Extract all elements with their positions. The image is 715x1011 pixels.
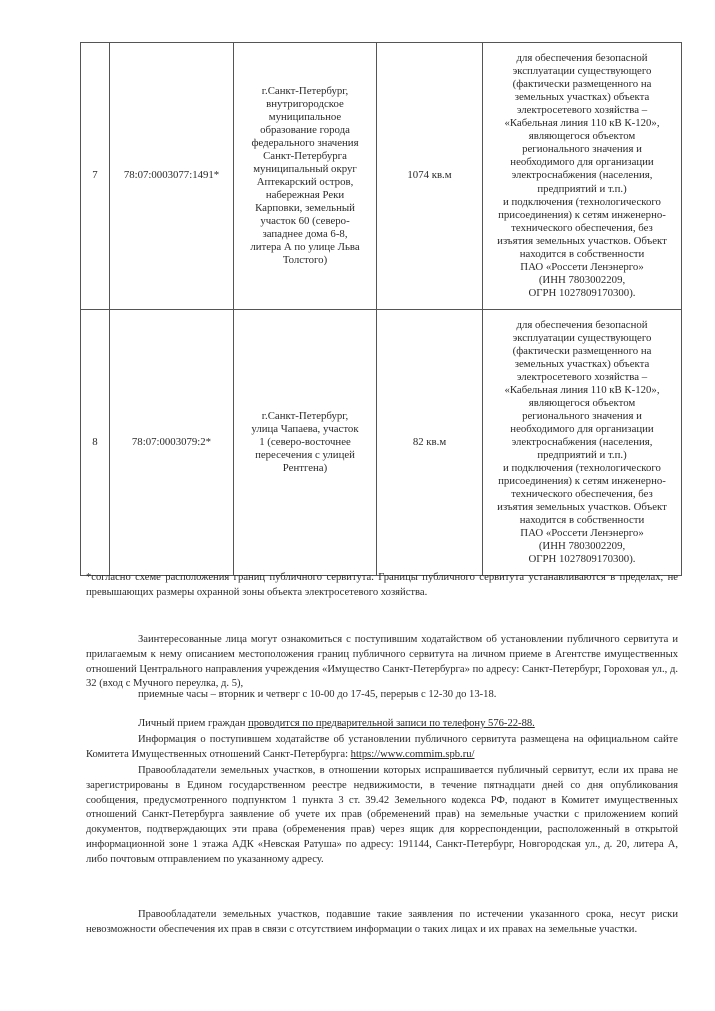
paragraph-late-applications: Правообладатели земельных участков, подавшие такие заявления по истечении указанного срока, несут риски невозможности обеспечения их прав в связи с отсутствием информации о таких лицах и их правах на земельные участки. [86, 909, 678, 935]
appointment-phone-text: проводится по предварительной записи по телефону 576-22-88. [248, 718, 535, 729]
cadastral-number: 78:07:0003079:2* [110, 310, 234, 576]
paragraph-rights-holders: Правообладатели земельных участков, в отношении которых испрашивается публичный сервитут, если их права не зарегистрированы в Едином государственном реестре недвижимости, в течение пятнадцати дней со дня опубликования сообщения, предусмотренного подпунктом 1 пункта 3 ст. 39.42 Земельного кодекса РФ, подают в Комитет имущественных отношений Санкт-Петербурга заявление об учете их прав (обременений прав) на земельные участки с приложением копий документов, подтверждающих эти права (обременения прав) через ящик для корреспонденции, расположенный в открытой информационной зоне 1 этажа АДК «Невская Ратуша» по адресу: 191144, Санкт-Петербург, Новгородская ул., д. 20, литера А, либо почтовым отправлением по указанному адресу. [86, 765, 678, 865]
footnote: *согласно схеме расположения границ публичного сервитута. Границы публичного сервитута устанавливаются в пределах, не превышающих размеры охранной зоны объекта электросетевого хозяйства. [86, 572, 678, 598]
servitude-purpose: для обеспечения безопасной эксплуатации существующего (фактически размещенного на земельных участках) объекта электросетевого хозяйства – «Кабельная линия 110 кВ К-120», являющегося объектом регионального значения и необходимого для организации электроснабжения (населения, предприятий и т.п.) и подключения (технологического присоединения) к сетям инженерно- технического обеспечения, без изъятия земельных участков. Объект находится в собственности ПАО «Россети Ленэнерго» (ИНН 7803002209, ОГРН 1027809170300). [483, 310, 682, 576]
land-address: г.Санкт-Петербург, внутригородское муниципальное образование города федерального значения Санкт-Петербурга муниципальный округ Аптекарский остров, набережная Реки Карповки, земельный участок 60 (северо- западнее дома 6-8, литера А по улице Льва Толстого) [234, 43, 377, 310]
paragraph-review-info: Заинтересованные лица могут ознакомиться с поступившим ходатайством об установлении публичного сервитута и прилагаемым к нему описанием местоположения границ публичного сервитута на личном приеме в Агентстве имущественных отношений Центрального направления учреждения «Имущество Санкт-Петербурга» по адресу: Санкт-Петербург, Гороховая ул., д. 32 (вход с Мучного переулка, д. 5), [86, 634, 678, 690]
land-address: г.Санкт-Петербург, улица Чапаева, участок 1 (северо-восточнее пересечения с улицей Рентгена) [234, 310, 377, 576]
servitude-table [80, 42, 682, 576]
cadastral-number: 78:07:0003077:1491* [110, 43, 234, 310]
paragraph-website-info [86, 733, 678, 763]
table-row [81, 310, 682, 576]
row-number: 8 [81, 310, 110, 576]
row-number: 7 [81, 43, 110, 310]
reception-text: Личный прием граждан [138, 718, 249, 729]
paragraph-personal-reception [86, 717, 678, 732]
servitude-purpose: для обеспечения безопасной эксплуатации существующего (фактически размещенного на земельных участках) объекта электросетевого хозяйства – «Кабельная линия 110 кВ К-120», являющегося объектом регионального значения и необходимого для организации электроснабжения (населения, предприятий и т.п.) и подключения (технологического присоединения) к сетям инженерно- технического обеспечения, без изъятия земельных участков. Объект находится в собственности ПАО «Россети Ленэнерго» (ИНН 7803002209, ОГРН 1027809170300). [483, 43, 682, 310]
table-row [81, 43, 682, 310]
servitude-area: 82 кв.м [377, 310, 483, 576]
website-info-text: Информация о поступившем ходатайстве об установлении публичного сервитута размещена на официальном сайте Комитета Имущественных отношений Санкт-Петербурга: [86, 734, 678, 760]
paragraph-office-hours: приемные часы – вторник и четверг с 10-00 до 17-45, перерыв с 12-30 до 13-18. [138, 689, 497, 700]
servitude-area: 1074 кв.м [377, 43, 483, 310]
commim-website-link[interactable]: https://www.commim.spb.ru/ [350, 748, 475, 760]
